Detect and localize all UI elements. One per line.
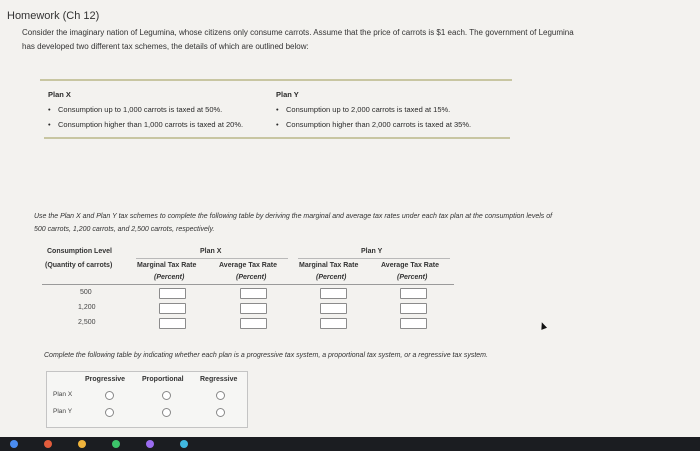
col-header-marginal-y: Marginal Tax Rate (299, 262, 359, 269)
plan-x-group-header: Plan X (200, 248, 222, 255)
plan-x-rule: • Consumption higher than 1,000 carrots is taxed at 20%. (48, 117, 273, 132)
consumption-level: 1,200 (78, 304, 96, 311)
plan-y-group-header: Plan Y (361, 248, 383, 255)
plan-y-rule: • Consumption up to 2,000 carrots is taxed at 15%. (276, 102, 506, 117)
consumption-level: 2,500 (78, 319, 96, 326)
radio-plan-y-proportional[interactable] (162, 408, 171, 417)
radio-plan-x-regressive[interactable] (216, 391, 225, 400)
marginal-x-500-input[interactable] (159, 288, 186, 299)
col-header-regressive: Regressive (200, 376, 238, 383)
row-label-plan-x: Plan X (53, 391, 73, 398)
mouse-pointer-icon (539, 321, 547, 330)
divider (136, 258, 288, 259)
col-header-level-unit: (Quantity of carrots) (45, 262, 113, 269)
radio-plan-x-proportional[interactable] (162, 391, 171, 400)
instructions-tax-rates: Use the Plan X and Plan Y tax schemes to complete the following table by deriving the marginal and average tax rates under each tax plan at the consumption levels of 500 carrots, 1,200 carrots, and 2,500 carrots, respectively. (34, 213, 553, 233)
col-header-proportional: Proportional (142, 376, 184, 383)
divider (44, 137, 510, 139)
divider (40, 79, 512, 81)
taskbar (0, 437, 700, 451)
col-unit-percent: (Percent) (236, 274, 267, 281)
average-y-1200-input[interactable] (400, 303, 427, 314)
radio-plan-y-regressive[interactable] (216, 408, 225, 417)
col-header-progressive: Progressive (85, 376, 126, 383)
marginal-y-500-input[interactable] (320, 288, 347, 299)
app-icon[interactable] (112, 440, 120, 448)
average-x-2500-input[interactable] (240, 318, 267, 329)
marginal-y-1200-input[interactable] (320, 303, 347, 314)
table-header-divider (42, 284, 454, 285)
plans-box (40, 79, 512, 139)
classification-table (46, 371, 248, 428)
average-y-500-input[interactable] (400, 288, 427, 299)
plan-y-column (276, 87, 506, 132)
radio-plan-x-progressive[interactable] (105, 391, 114, 400)
consumption-level: 500 (80, 289, 92, 296)
col-unit-percent: (Percent) (316, 274, 347, 281)
plan-x-heading: Plan X (48, 90, 71, 99)
marginal-x-2500-input[interactable] (159, 318, 186, 329)
col-header-marginal-x: Marginal Tax Rate (137, 262, 197, 269)
intro-text: Consider the imaginary nation of Legumina, whose citizens only consume carrots. Assume that the price of carrots is $1 each. The government of Legumina has developed two different tax schemes, the details of which are outlined below: (22, 28, 574, 51)
plan-y-heading: Plan Y (276, 90, 299, 99)
col-header-average-x: Average Tax Rate (219, 262, 277, 269)
col-unit-percent: (Percent) (154, 274, 185, 281)
radio-plan-y-progressive[interactable] (105, 408, 114, 417)
app-icon[interactable] (78, 440, 86, 448)
average-y-2500-input[interactable] (400, 318, 427, 329)
app-icon[interactable] (44, 440, 52, 448)
app-icon[interactable] (146, 440, 154, 448)
plan-x-rule: • Consumption up to 1,000 carrots is taxed at 50%. (48, 102, 273, 117)
app-icon[interactable] (180, 440, 188, 448)
row-label-plan-y: Plan Y (53, 408, 73, 415)
divider (298, 258, 450, 259)
page-title: Homework (Ch 12) (7, 10, 100, 22)
plan-x-column (48, 87, 273, 132)
marginal-x-1200-input[interactable] (159, 303, 186, 314)
app-icon[interactable] (10, 440, 18, 448)
col-unit-percent: (Percent) (397, 274, 428, 281)
col-header-level: Consumption Level (47, 248, 112, 255)
marginal-y-2500-input[interactable] (320, 318, 347, 329)
average-x-1200-input[interactable] (240, 303, 267, 314)
col-header-average-y: Average Tax Rate (381, 262, 439, 269)
instructions-classification: Complete the following table by indicating whether each plan is a progressive tax system, a proportional tax system, or a regressive tax system. (44, 352, 488, 359)
average-x-500-input[interactable] (240, 288, 267, 299)
plan-y-rule: • Consumption higher than 2,000 carrots is taxed at 35%. (276, 117, 506, 132)
